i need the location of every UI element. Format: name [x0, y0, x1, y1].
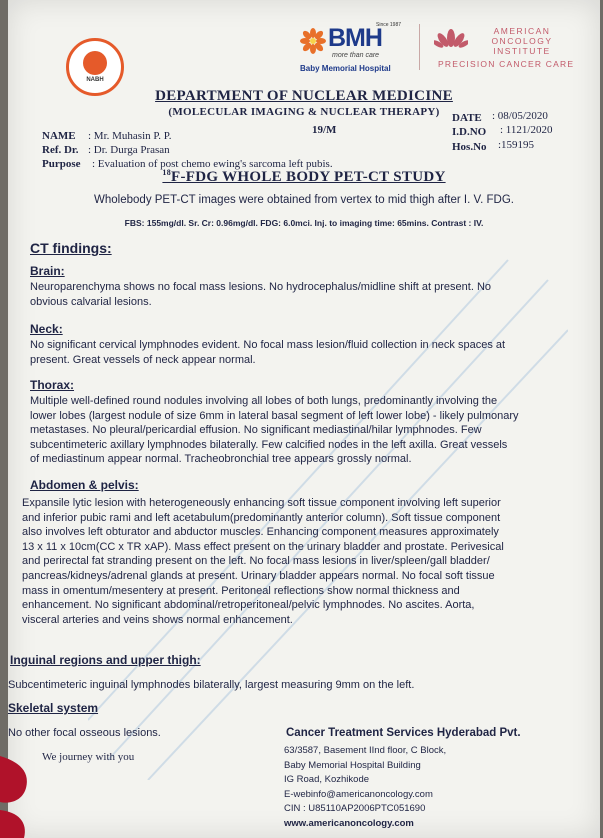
bmh-since: Since 1987	[376, 22, 402, 28]
thorax-line: lower lobes (largest nodule of size 6mm in lateral basal segment of left lower lobe) - likely pulmonary	[30, 409, 519, 422]
abdomen-line: and inferior pubic rami and left acetabulum(predominantly anterior column). Soft tissue component	[22, 511, 501, 524]
aoi-name: AMERICAN ONCOLOGY INSTITUTE	[491, 26, 553, 56]
inguinal-line: Subcentimeteric inguinal lymphnodes bilaterally, largest measuring 9mm on the left.	[8, 679, 415, 691]
company-cin: CIN : U85110AP2006PTC051690	[284, 803, 426, 814]
study-title-text: F-FDG WHOLE BODY PET-CT STUDY	[171, 169, 446, 185]
neck-heading: Neck:	[30, 322, 63, 336]
address-line: 63/3587, Basement IInd floor, C Block,	[284, 745, 447, 756]
neck-text	[30, 338, 576, 367]
abdomen-text	[22, 496, 584, 627]
ref-label: Ref. Dr.	[42, 144, 79, 156]
company-website: www.americanoncology.com	[284, 817, 414, 829]
brain-line: Neuroparenchyma shows no focal mass lesions. No hydrocephalus/midline shift at present. No	[30, 281, 492, 293]
slogan: We journey with you	[42, 751, 135, 763]
bmh-tagline: more than care	[332, 52, 380, 59]
stamp-fragment-icon	[0, 752, 34, 838]
thorax-heading: Thorax:	[30, 378, 75, 392]
id-label: I.D.NO	[452, 126, 487, 138]
thorax-line: metastases. No pleural/pericardial effusion. No significant mediastinal/hilar lymphnodes. Few	[30, 424, 482, 437]
study-intro: Wholebody PET-CT images were obtained from vertex to mid thigh after I. V. FDG.	[94, 194, 514, 206]
name-value: : Mr. Muhasin P. P.	[88, 130, 172, 142]
department-subtitle: (MOLECULAR IMAGING & NUCLEAR THERAPY)	[168, 106, 440, 118]
purpose-value: : Evaluation of post chemo ewing's sarcoma left pubis.	[92, 158, 333, 170]
name-label: NAME	[42, 130, 76, 142]
skeletal-heading: Skeletal system	[8, 701, 99, 715]
date-value: : 08/05/2020	[492, 110, 548, 122]
abdomen-line: and perirectal fat stranding present on the left. No focal mass lesions in liver/spleen/gall bladder/	[22, 555, 490, 568]
company-address	[284, 744, 446, 831]
abdomen-line: 13 x 11 x 10cm(CC x TR xAP). Mass effect present on the urinary bladder and prostate. Perivesical	[22, 540, 504, 553]
report-paper	[8, 0, 600, 838]
bmh-name: BMH	[328, 24, 382, 52]
thorax-text	[30, 394, 578, 467]
inguinal-text	[8, 678, 568, 693]
aoi-lotus-icon	[434, 28, 468, 50]
aoi-tagline: PRECISION CANCER CARE	[438, 59, 575, 69]
inguinal-heading: Inguinal regions and upper thigh:	[10, 653, 201, 667]
ref-value: : Dr. Durga Prasan	[88, 144, 170, 156]
brain-heading: Brain:	[30, 264, 65, 278]
address-line: IG Road, Kozhikode	[284, 774, 370, 785]
hos-label: Hos.No	[452, 141, 487, 153]
purpose-label: Purpose	[42, 158, 81, 170]
study-title	[8, 168, 600, 186]
nabh-label: NABH	[86, 77, 104, 83]
brain-line: obvious calvarial lesions.	[30, 295, 152, 308]
study-params: FBS: 155mg/dl. Sr. Cr: 0.96mg/dl. FDG: 6.0mci. Inj. to imaging time: 65mins. Contrast : IV.	[124, 218, 484, 228]
abdomen-line: Expansile lytic lesion with heterogeneously enhancing soft tissue component involving left superior	[22, 497, 501, 509]
bmh-full-name: Baby Memorial Hospital	[300, 64, 391, 73]
thorax-line: of mediastinum appear normal. Tracheobronchial tree appears grossly normal.	[30, 453, 412, 466]
brain-text	[30, 280, 570, 309]
department-title: DEPARTMENT OF NUCLEAR MEDICINE	[155, 88, 453, 104]
aoi-logo	[426, 24, 576, 74]
thorax-line: subcentimeteric axillary lymphnodes bilaterally. Few calcified nodes in the left axilla. Great vessels	[30, 438, 508, 451]
bmh-flower-icon	[300, 28, 326, 54]
neck-line: No significant cervical lymphnodes evident. No focal mass lesion/fluid collection in neck spaces at	[30, 339, 506, 351]
company-name: Cancer Treatment Services Hyderabad Pvt.	[286, 727, 521, 739]
address-line: Baby Memorial Hospital Building	[284, 759, 421, 771]
abdomen-heading: Abdomen & pelvis:	[30, 478, 139, 492]
id-value: : 1121/2020	[500, 124, 553, 136]
hos-value: :159195	[498, 139, 535, 151]
abdomen-line: visceral arteries and veins shows normal enhancement.	[22, 613, 293, 626]
company-email: E-webinfo@americanoncology.com	[284, 788, 433, 800]
abdomen-line: enhancement. No significant abdominal/retroperitoneal/pelvic lymphnodes. No ascites. Aorta,	[22, 599, 475, 612]
nabh-emblem-icon	[83, 51, 107, 75]
thorax-line: Multiple well-defined round nodules involving all lobes of both lungs, predominantly involving the	[30, 395, 498, 407]
skeletal-line: No other focal osseous lesions.	[8, 727, 161, 739]
date-label: DATE	[452, 112, 482, 124]
neck-line: present. Great vessels of neck appear normal.	[30, 353, 256, 366]
isotope-superscript: 18	[162, 168, 172, 177]
logo-divider	[419, 24, 420, 70]
abdomen-line: mass in omentum/mesentery at present. Peritoneal reflections show normal thickness and	[22, 584, 460, 597]
bmh-logo	[300, 22, 412, 78]
ct-findings-heading: CT findings:	[30, 240, 112, 256]
abdomen-line: pancreas/kidneys/adrenal glands at present. Urinary bladder appears normal. No focal soft tissue	[22, 569, 495, 582]
age-sex: 19/M	[312, 124, 337, 136]
abdomen-line: also involves left obturator and abductor muscles. Enhancing component measures approximately	[22, 526, 499, 539]
skeletal-text	[8, 726, 308, 741]
